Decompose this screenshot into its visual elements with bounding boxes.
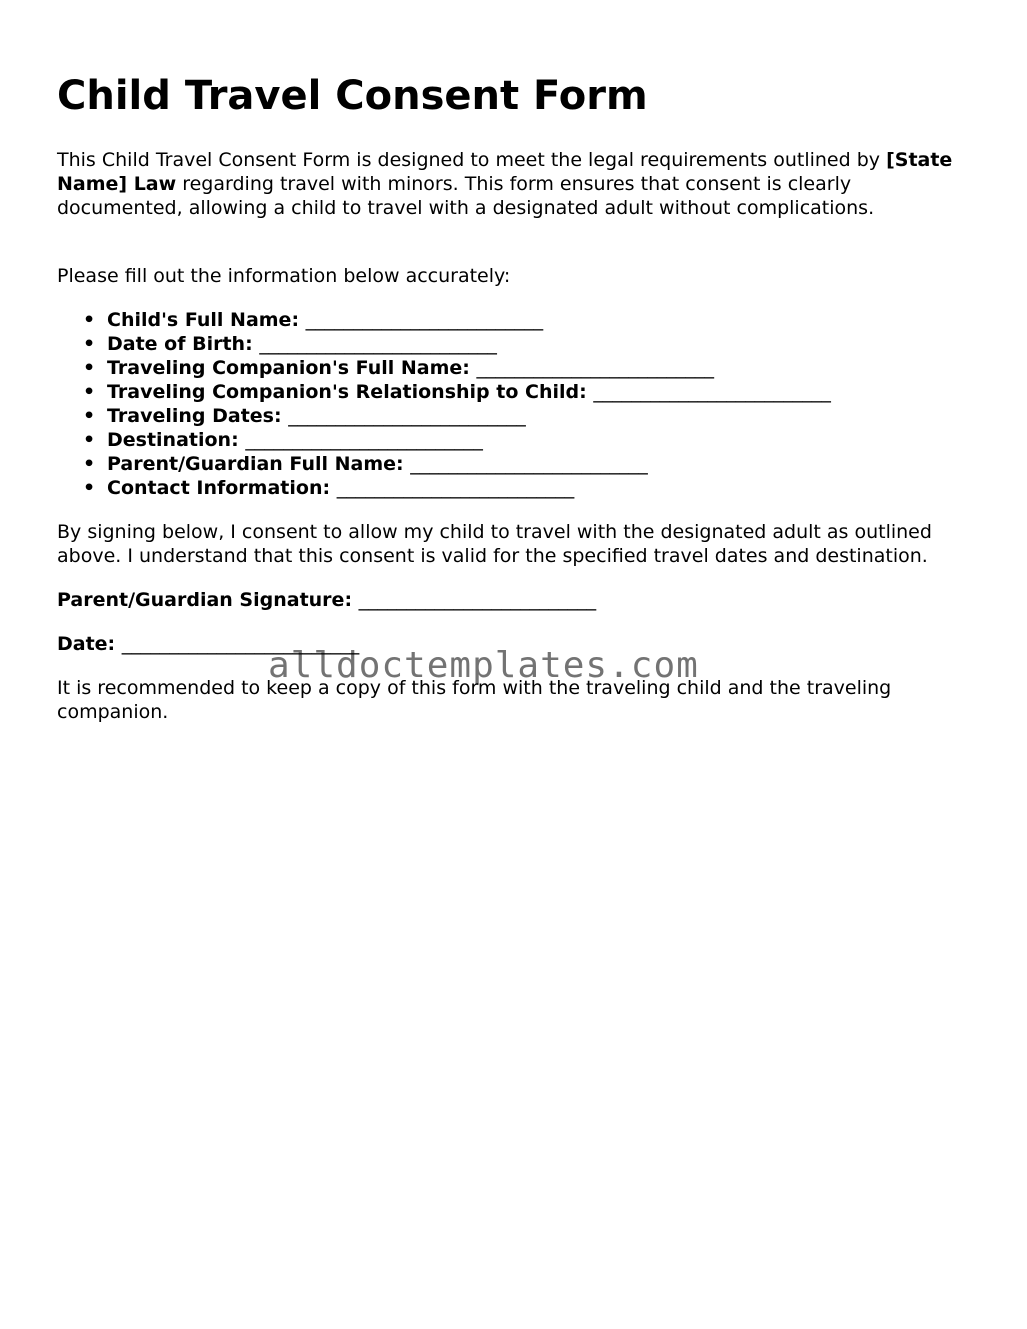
watermark-text: alldoctemplates.com	[268, 645, 699, 686]
field-label: Traveling Companion's Relationship to Child:	[107, 381, 587, 403]
date-label: Date:	[57, 633, 116, 655]
consent-paragraph: By signing below, I consent to allow my child to travel with the designated adult as outlined above. I understand that this consent is valid for the specified travel dates and destination.	[57, 521, 932, 567]
intro-paragraph	[57, 148, 977, 220]
field-blank-line[interactable]: _________________________	[305, 309, 544, 331]
field-label: Destination:	[107, 429, 239, 451]
bullet-icon: •	[83, 381, 96, 403]
field-label: Traveling Companion's Full Name:	[107, 357, 470, 379]
signature-blank[interactable]: _________________________	[358, 589, 597, 611]
form-title: Child Travel Consent Form	[57, 73, 648, 119]
bullet-icon: •	[83, 453, 96, 475]
field-contact-information	[83, 476, 987, 500]
field-blank-line[interactable]: _________________________	[288, 405, 526, 427]
bullet-icon: •	[83, 405, 96, 427]
field-blank-line[interactable]: _________________________	[259, 333, 497, 355]
field-blank-line[interactable]: _________________________	[410, 453, 648, 475]
signature-label: Parent/Guardian Signature:	[57, 589, 353, 611]
field-label: Child's Full Name:	[107, 309, 300, 331]
field-label: Traveling Dates:	[107, 405, 282, 427]
field-blank-line[interactable]: _________________________	[593, 381, 831, 403]
bullet-icon: •	[83, 429, 96, 451]
signature-line	[57, 588, 596, 612]
instruction-text: Please fill out the information below accurately:	[57, 265, 511, 287]
field-companion-relationship	[83, 380, 987, 404]
field-traveling-dates	[83, 404, 987, 428]
field-destination	[83, 428, 987, 452]
field-companion-full-name	[83, 356, 987, 380]
intro-text-1: This Child Travel Consent Form is designed to meet the legal requirements outlined by	[57, 149, 887, 171]
date-blank[interactable]: _________________________	[121, 633, 360, 655]
recommendation-paragraph: It is recommended to keep a copy of this form with the traveling child and the traveling companion.	[57, 677, 892, 723]
field-blank-line[interactable]: _________________________	[476, 357, 715, 379]
field-date-of-birth	[83, 332, 987, 356]
field-parent-guardian-name	[83, 452, 987, 476]
field-label: Contact Information:	[107, 477, 331, 499]
field-blank-line[interactable]: _________________________	[245, 429, 483, 451]
field-blank-line[interactable]: _________________________	[336, 477, 575, 499]
field-label: Parent/Guardian Full Name:	[107, 453, 404, 475]
bullet-icon: •	[83, 333, 96, 355]
bullet-icon: •	[83, 357, 96, 379]
field-label: Date of Birth:	[107, 333, 253, 355]
state-law-reference: [State Name] Law	[57, 149, 953, 195]
field-childs-full-name	[83, 308, 987, 332]
bullet-icon: •	[83, 309, 96, 331]
intro-text-2: regarding travel with minors. This form ensures that consent is clearly documented, allowing a child to travel with a designated adult without complications.	[57, 173, 875, 219]
bullet-icon: •	[83, 477, 96, 499]
field-list	[57, 308, 987, 500]
date-line	[57, 632, 359, 656]
